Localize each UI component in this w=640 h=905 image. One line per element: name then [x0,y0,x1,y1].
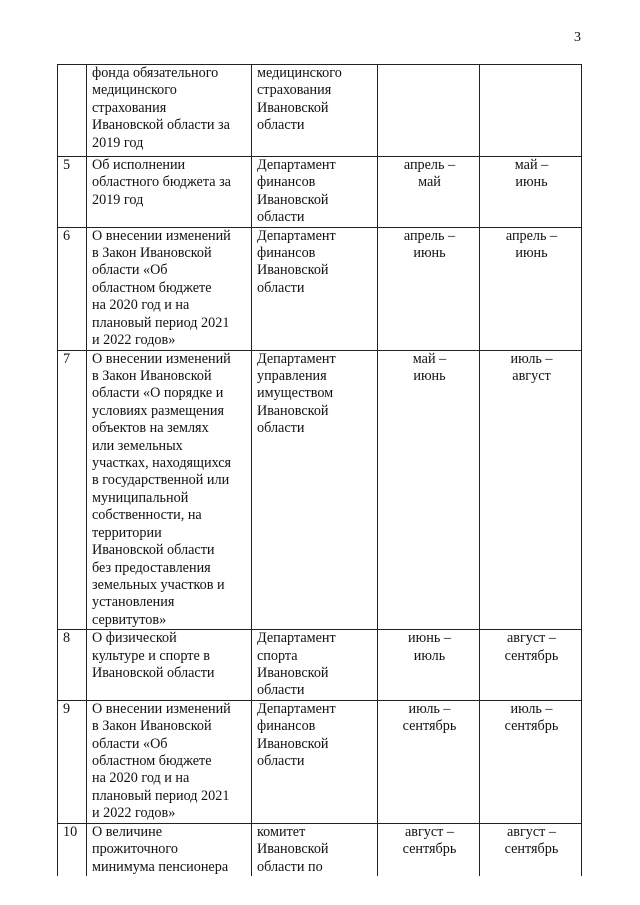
row-number-cell: 9 [58,700,87,823]
row-number-cell: 7 [58,350,87,630]
submission-period-cell [378,65,480,157]
table-row [58,227,582,350]
responsible-department-cell: медицинского страхования Ивановской области [252,65,378,157]
consideration-period-cell: май – июнь [480,157,582,228]
row-number-cell: 8 [58,630,87,701]
bill-title-cell: Об исполнении областного бюджета за 2019 год [87,157,252,228]
submission-period-cell: август – сентябрь [378,823,480,876]
table-row [58,630,582,701]
submission-period-cell: апрель – май [378,157,480,228]
submission-period-cell: апрель – июнь [378,227,480,350]
row-number-cell: 5 [58,157,87,228]
responsible-department-cell: Департамент управления имуществом Ивановской области [252,350,378,630]
bill-title-cell: О внесении изменений в Закон Ивановской области «Об областном бюджете на 2020 год и на плановый период 2021 и 2022 годов» [87,227,252,350]
responsible-department-cell: комитет Ивановской области по [252,823,378,876]
table-row [58,823,582,876]
responsible-department-cell: Департамент спорта Ивановской области [252,630,378,701]
row-number-cell: 6 [58,227,87,350]
responsible-department-cell: Департамент финансов Ивановской области [252,700,378,823]
table-row [58,157,582,228]
bill-title-cell: О величине прожиточного минимума пенсионера [87,823,252,876]
submission-period-cell: май – июнь [378,350,480,630]
submission-period-cell: июль – сентябрь [378,700,480,823]
responsible-department-cell: Департамент финансов Ивановской области [252,157,378,228]
consideration-period-cell: август – сентябрь [480,630,582,701]
row-number-cell [58,65,87,157]
consideration-period-cell: август – сентябрь [480,823,582,876]
submission-period-cell: июнь – июль [378,630,480,701]
page-number: 3 [574,30,581,45]
consideration-period-cell: июль – август [480,350,582,630]
consideration-period-cell: июль – сентябрь [480,700,582,823]
bill-title-cell: О внесении изменений в Закон Ивановской области «Об областном бюджете на 2020 год и на плановый период 2021 и 2022 годов» [87,700,252,823]
table-row [58,350,582,630]
table-row [58,700,582,823]
responsible-department-cell: Департамент финансов Ивановской области [252,227,378,350]
consideration-period-cell: апрель – июнь [480,227,582,350]
row-number-cell: 10 [58,823,87,876]
bill-title-cell: О физической культуре и спорте в Ивановской области [87,630,252,701]
table-row [58,65,582,157]
legislative-plan-table [57,64,582,876]
bill-title-cell: фонда обязательного медицинского страхования Ивановской области за 2019 год [87,65,252,157]
consideration-period-cell [480,65,582,157]
bill-title-cell: О внесении изменений в Закон Ивановской области «О порядке и условиях размещения объектов на землях или земельных участках, находящихся в государственной или муниципальной собственности, на территории Ивановской области без предоставления земельных участков и установления сервитутов» [87,350,252,630]
